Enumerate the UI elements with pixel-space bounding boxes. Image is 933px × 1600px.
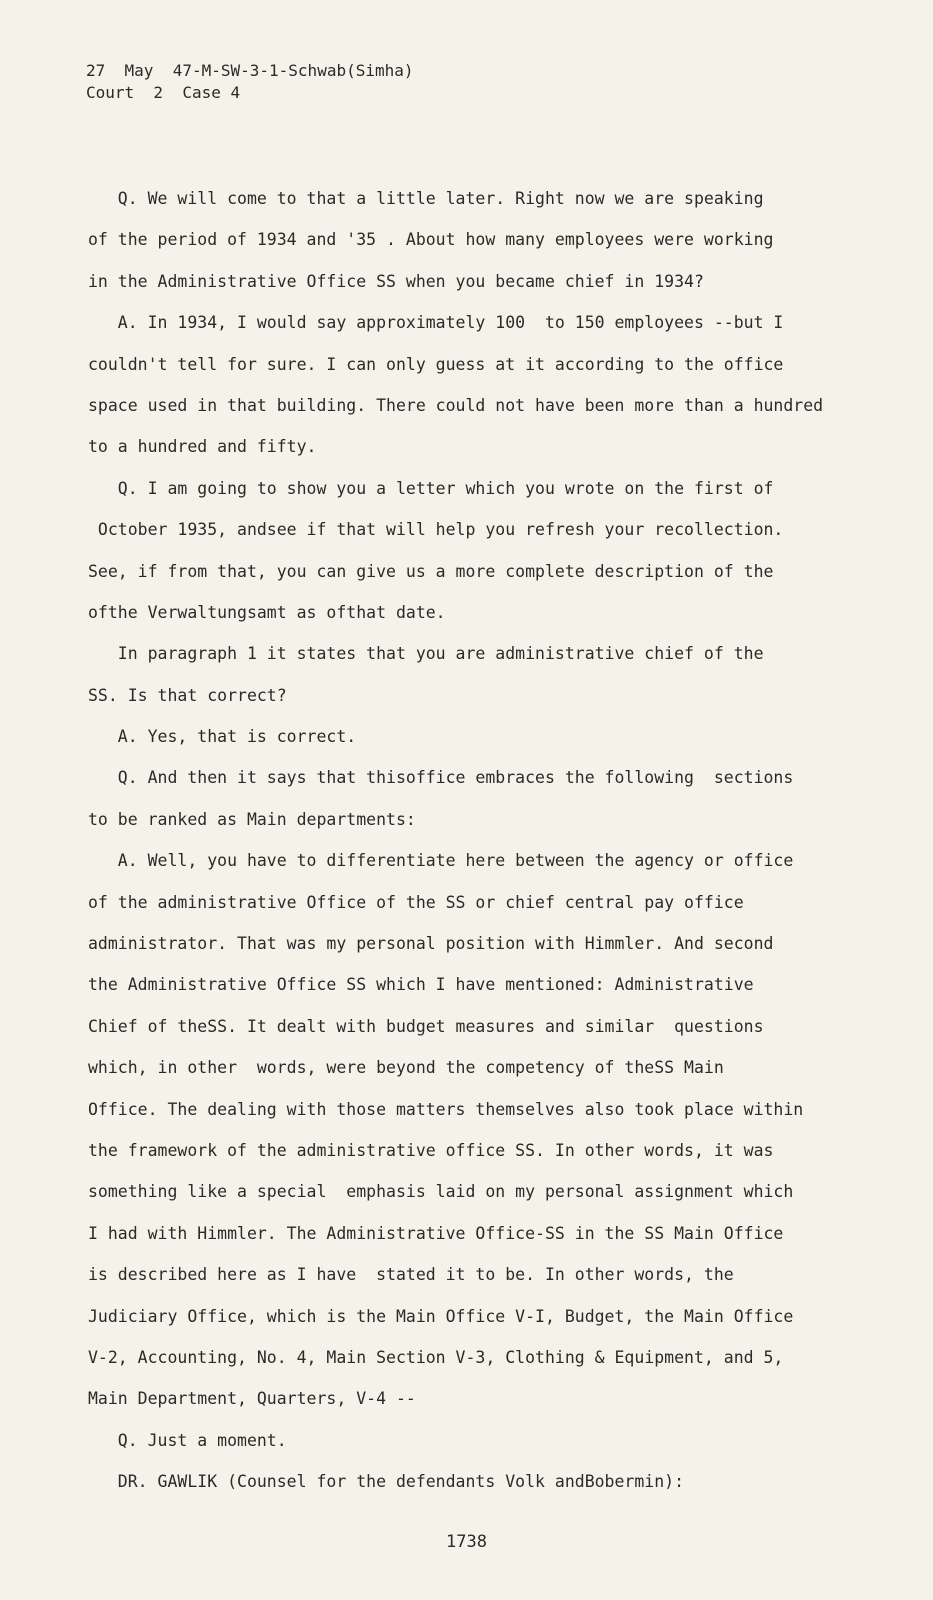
transcript-line: V-2, Accounting, No. 4, Main Section V-3, Clothing & Equipment, and 5,: [88, 1347, 784, 1367]
transcript-line: space used in that building. There could not have been more than a hundred: [88, 395, 824, 415]
transcript-line: the Administrative Office SS which I have mentioned: Administrative: [88, 975, 754, 995]
transcript-line: Judiciary Office, which is the Main Office V-I, Budget, the Main Office: [88, 1306, 794, 1326]
transcript-line: Q. I am going to show you a letter which you wrote on the first of: [88, 478, 774, 498]
transcript-line: A. Yes, that is correct.: [88, 727, 357, 747]
transcript-line: Q. Just a moment.: [88, 1430, 287, 1450]
transcript-body: [88, 178, 888, 1503]
transcript-line: in the Administrative Office SS when you became chief in 1934?: [88, 271, 704, 291]
transcript-line: A. In 1934, I would say approximately 100 to 150 employees --but I: [88, 313, 784, 333]
transcript-line: SS. Is that correct?: [88, 685, 287, 705]
transcript-line: which, in other words, were beyond the competency of theSS Main: [88, 1058, 724, 1078]
header-reference-line: 27 May 47-M-SW-3-1-Schwab(Simha): [86, 61, 414, 80]
transcript-line: Main Department, Quarters, V-4 --: [88, 1389, 416, 1409]
transcript-line: Q. And then it says that thisoffice embraces the following sections: [88, 768, 794, 788]
transcript-line: of the period of 1934 and '35 . About how many employees were working: [88, 230, 774, 250]
transcript-line: the framework of the administrative office SS. In other words, it was: [88, 1140, 774, 1160]
transcript-line: to be ranked as Main departments:: [88, 809, 416, 829]
transcript-line: of the administrative Office of the SS or chief central pay office: [88, 892, 744, 912]
page-header: [86, 60, 414, 104]
transcript-line: DR. GAWLIK (Counsel for the defendants Volk andBobermin):: [88, 1472, 685, 1492]
transcript-line: October 1935, andsee if that will help you refresh your recollection.: [88, 520, 784, 540]
transcript-line: administrator. That was my personal position with Himmler. And second: [88, 934, 774, 954]
transcript-line: ofthe Verwaltungsamt as ofthat date.: [88, 602, 446, 622]
transcript-line: Q. We will come to that a little later. Right now we are speaking: [88, 189, 764, 208]
transcript-line: to a hundred and fifty.: [88, 437, 317, 457]
transcript-line: I had with Himmler. The Administrative Office-SS in the SS Main Office: [88, 1223, 784, 1243]
transcript-line: is described here as I have stated it to be. In other words, the: [88, 1265, 734, 1285]
header-court-line: Court 2 Case 4: [86, 83, 241, 102]
transcript-line: couldn't tell for sure. I can only guess at it according to the office: [88, 354, 784, 374]
transcript-line: Chief of theSS. It dealt with budget measures and similar questions: [88, 1016, 764, 1036]
page-number: 1738: [446, 1532, 487, 1552]
transcript-line: something like a special emphasis laid on my personal assignment which: [88, 1182, 794, 1202]
transcript-line: A. Well, you have to differentiate here between the agency or office: [88, 851, 794, 871]
transcript-line: Office. The dealing with those matters themselves also took place within: [88, 1099, 804, 1119]
transcript-line: See, if from that, you can give us a more complete description of the: [88, 561, 774, 581]
transcript-line: In paragraph 1 it states that you are administrative chief of the: [88, 644, 764, 664]
